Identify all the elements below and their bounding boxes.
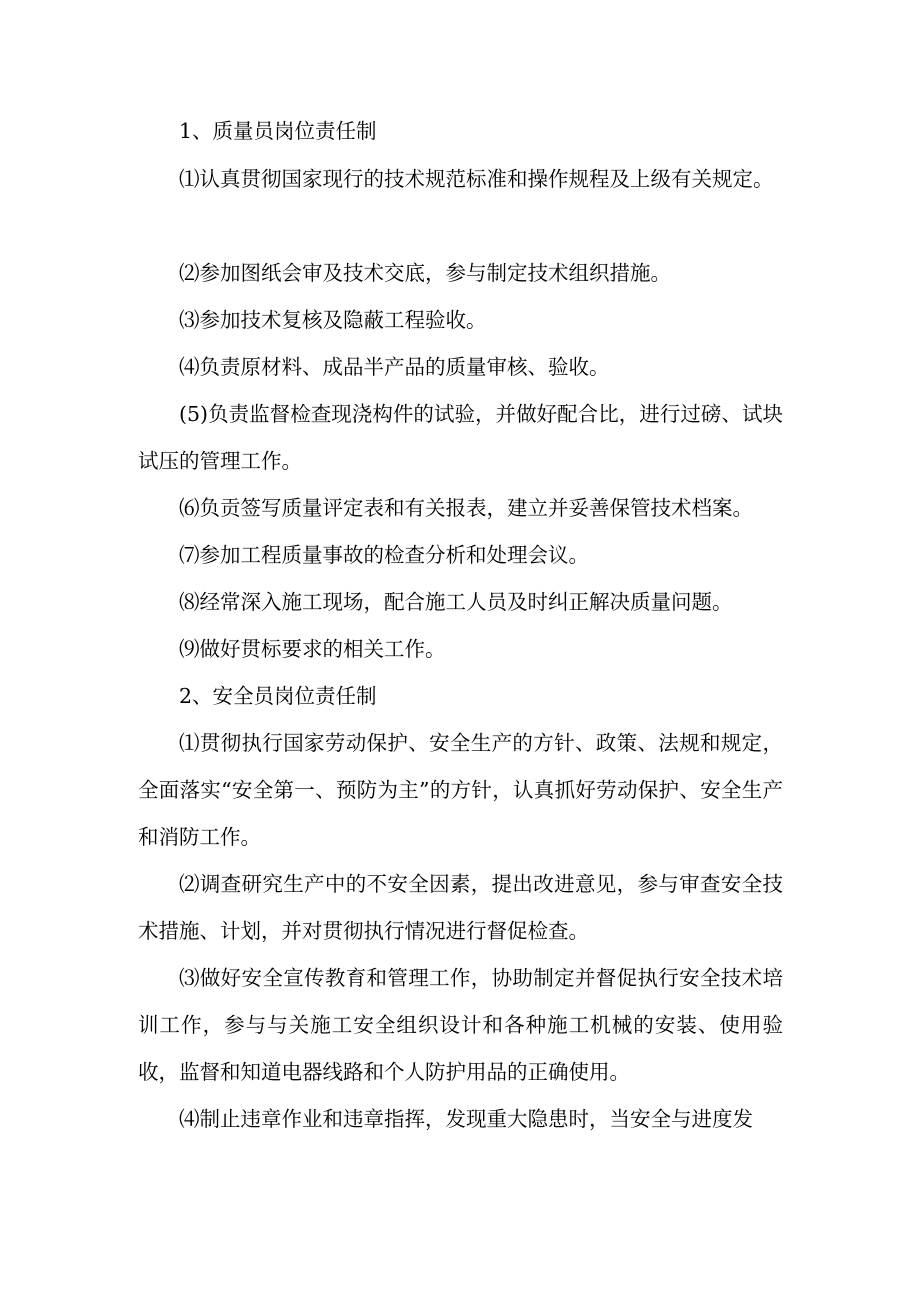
paragraph-item: ⑼做好贯标要求的相关工作。 (179, 637, 446, 661)
paragraph-item: ⑹负贡签写质量评定表和有关报表，建立并妥善保管技术档案。 (179, 496, 753, 520)
paragraph-item: ⑷负责原材料、成品半产品的质量审核、验收。 (179, 355, 610, 379)
paragraph-item: ⑺参加工程质量事故的检查分析和处理会议。 (179, 543, 589, 567)
paragraph-item: ⑴贯彻执行国家劳动保护、安全生产的方针、政策、法规和规定，全面落实“安全第一、预防为主”的方针，认真抓好劳动保护、安全生产和消防工作。 (138, 731, 783, 849)
paragraph-item: ⑶做好安全宣传教育和管理工作，协助制定并督促执行安全技术培训工作，参与与关施工安全组织设计和各种施工机械的安装、使用验收，监督和知道电器线路和个人防护用品的正确使用。 (138, 966, 783, 1084)
paragraph-item: ⑴认真贯彻国家现行的技术规范标准和操作规程及上级有关规定。 (179, 167, 774, 191)
paragraph-item: (5)负责监督检查现浇构件的试验，并做好配合比，进行过磅、试块试压的管理工作。 (138, 402, 783, 473)
paragraph-item: ⑷制止违章作业和违章指挥，发现重大隐患时，当安全与进度发 (179, 1107, 753, 1131)
paragraph-item: ⑶参加技术复核及隐蔽工程验收。 (179, 308, 487, 332)
paragraph-item: ⑵参加图纸会审及技术交底，参与制定技术组织措施。 (179, 261, 671, 285)
paragraph-item: ⑻经常深入施工现场，配合施工人员及时纠正解决质量问题。 (179, 590, 733, 614)
section-heading-quality: 1、质量员岗位责任制 (179, 119, 377, 143)
section-heading-safety: 2、安全员岗位责任制 (179, 684, 377, 708)
paragraph-item: ⑵调查研究生产中的不安全因素，提出改进意见，参与审查安全技术措施、计划，并对贯彻执行情况进行督促检查。 (138, 872, 783, 943)
